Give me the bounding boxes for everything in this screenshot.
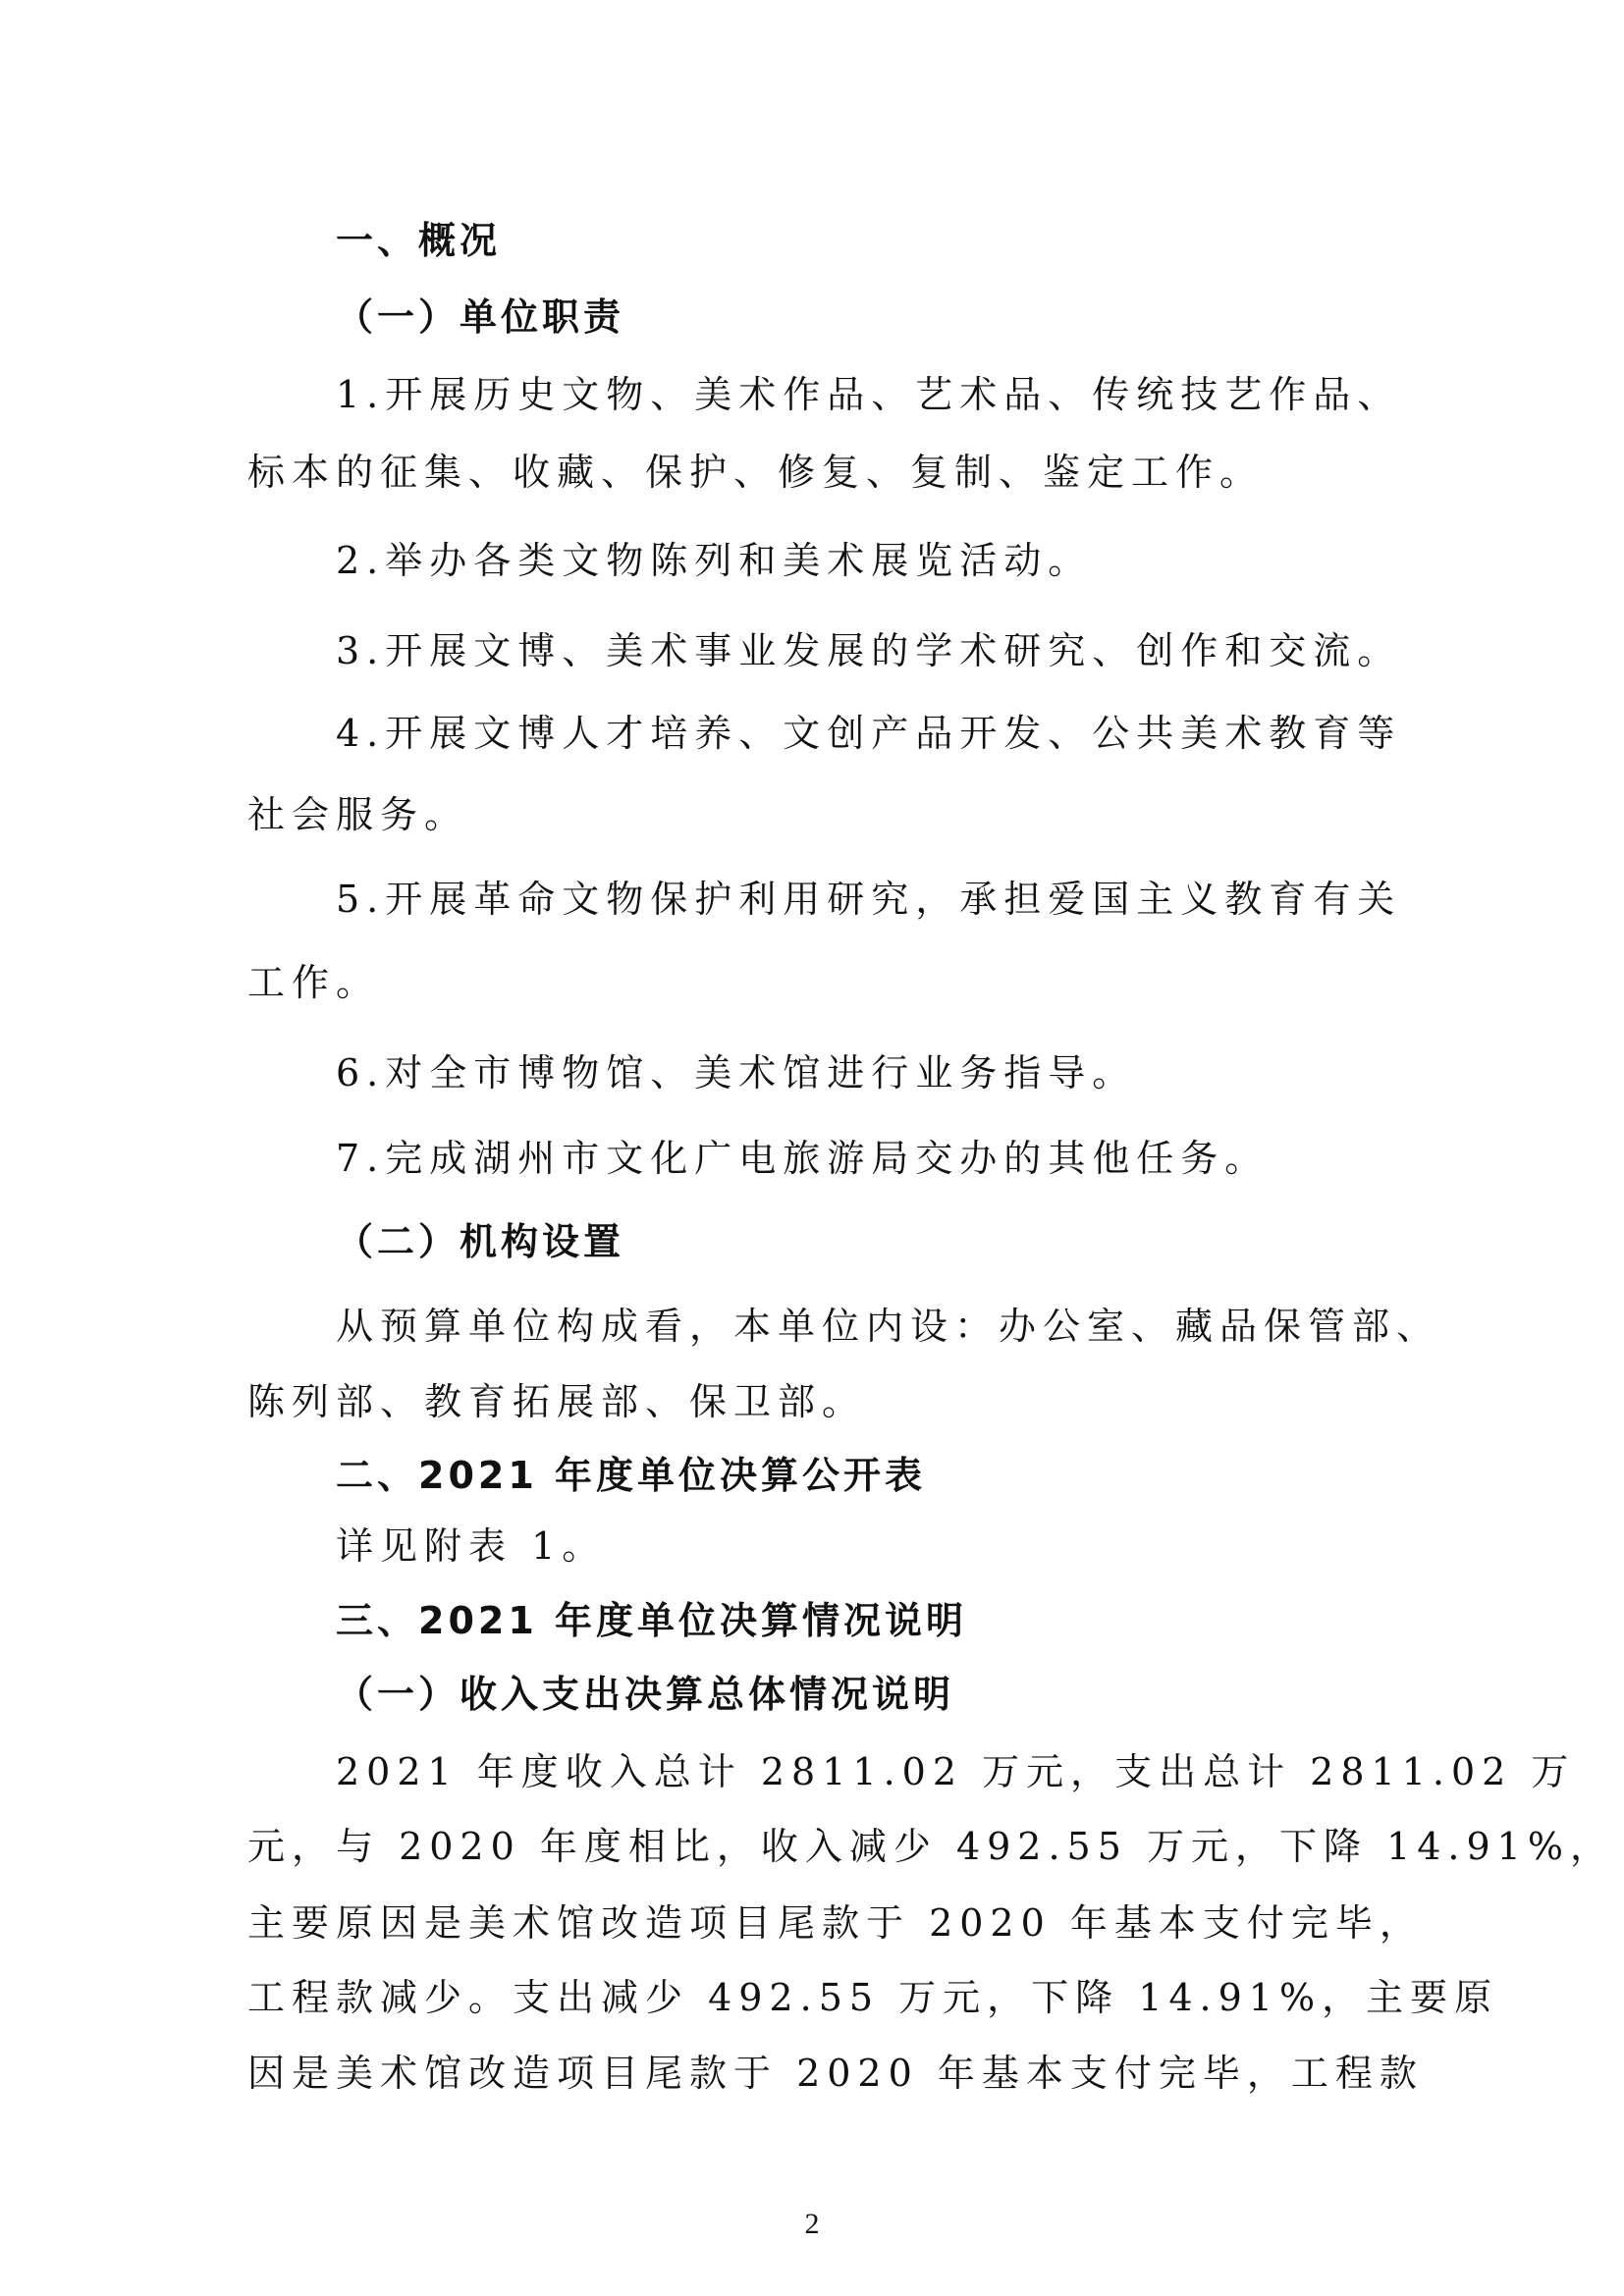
page-number: 2	[804, 2208, 820, 2240]
paragraph-line: 2021 年度收入总计 2811.02 万元，支出总计 2811.02 万	[336, 1750, 1576, 1793]
paragraph-line: 6.对全市博物馆、美术馆进行业务指导。	[336, 1051, 1137, 1095]
paragraph-line: 社会服务。	[247, 793, 469, 836]
section-heading-explanation: 三、2021 年度单位决算情况说明	[336, 1599, 967, 1642]
paragraph-line: 工程款减少。支出减少 492.55 万元，下降 14.91%，主要原	[247, 1976, 1499, 2019]
section-heading-overview: 一、概况	[336, 219, 502, 262]
subheading-unit-duties: （一）单位职责	[336, 295, 625, 339]
paragraph-line: 元，与 2020 年度相比，收入减少 492.55 万元，下降 14.91%，	[247, 1825, 1614, 1868]
paragraph-line: 2.举办各类文物陈列和美术展览活动。	[336, 539, 1093, 582]
paragraph-line: 5.开展革命文物保护利用研究，承担爱国主义教育有关	[336, 878, 1402, 921]
paragraph-line: 3.开展文博、美术事业发展的学术研究、创作和交流。	[336, 629, 1402, 672]
paragraph-line: 详见附表 1。	[336, 1524, 607, 1568]
paragraph-line: 陈列部、教育拓展部、保卫部。	[247, 1380, 867, 1423]
section-heading-tables: 二、2021 年度单位决算公开表	[336, 1454, 926, 1497]
paragraph-line: 1.开展历史文物、美术作品、艺术品、传统技艺作品、	[336, 373, 1402, 416]
paragraph-line: 因是美术馆改造项目尾款于 2020 年基本支付完毕，工程款	[247, 2052, 1424, 2095]
subheading-organization: （二）机构设置	[336, 1220, 625, 1263]
subheading-income-expense: （一）收入支出决算总体情况说明	[336, 1673, 955, 1716]
paragraph-line: 主要原因是美术馆改造项目尾款于 2020 年基本支付完毕，	[247, 1901, 1424, 1945]
paragraph-line: 4.开展文博人才培养、文创产品开发、公共美术教育等	[336, 712, 1402, 755]
paragraph-line: 7.完成湖州市文化广电旅游局交办的其他任务。	[336, 1137, 1270, 1180]
paragraph-line: 工作。	[247, 961, 381, 1004]
paragraph-line: 标本的征集、收藏、保护、修复、复制、鉴定工作。	[247, 451, 1265, 494]
paragraph-line: 从预算单位构成看，本单位内设：办公室、藏品保管部、	[336, 1305, 1441, 1348]
